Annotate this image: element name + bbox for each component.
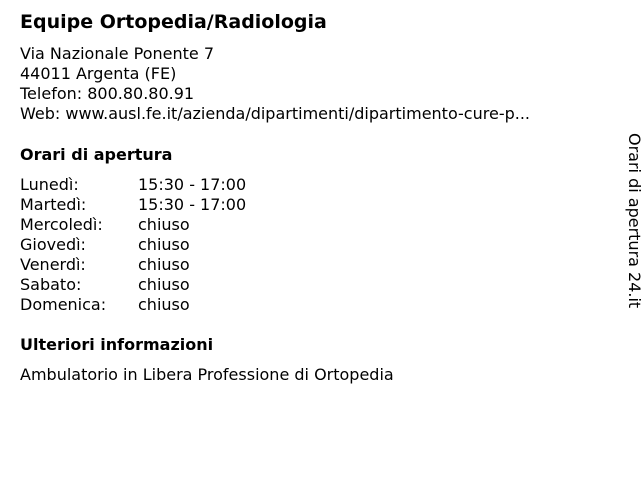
further-info-text: Ambulatorio in Libera Professione di Ortopedia <box>20 365 394 384</box>
hours-time: chiuso <box>138 295 190 314</box>
phone-number[interactable]: Telefon: 800.80.80.91 <box>20 84 195 103</box>
hours-row-thursday <box>20 235 246 255</box>
hours-row-sunday <box>20 295 246 315</box>
opening-hours-heading: Orari di apertura <box>20 145 173 164</box>
hours-time: chiuso <box>138 235 190 254</box>
website-link[interactable]: Web: www.ausl.fe.it/azienda/dipartimenti/dipartimento-cure-p... <box>20 104 530 123</box>
hours-row-tuesday <box>20 195 246 215</box>
hours-row-monday <box>20 175 246 195</box>
address-block <box>20 44 600 124</box>
hours-time: 15:30 - 17:00 <box>138 175 247 194</box>
hours-day: Sabato: <box>20 275 82 294</box>
hours-day: Mercoledì: <box>20 215 103 234</box>
hours-row-saturday <box>20 275 246 295</box>
hours-day: Venerdì: <box>20 255 86 274</box>
hours-time: 15:30 - 17:00 <box>138 195 247 214</box>
hours-row-friday <box>20 255 246 275</box>
page-title: Equipe Ortopedia/Radiologia <box>20 11 327 33</box>
hours-day: Martedì: <box>20 195 87 214</box>
hours-day: Giovedì: <box>20 235 86 254</box>
hours-row-wednesday <box>20 215 246 235</box>
hours-day: Lunedì: <box>20 175 79 194</box>
hours-day: Domenica: <box>20 295 107 314</box>
further-info-heading: Ulteriori informazioni <box>20 335 214 354</box>
opening-hours-table <box>20 175 246 315</box>
city-address: 44011 Argenta (FE) <box>20 64 177 83</box>
street-address: Via Nazionale Ponente 7 <box>20 44 215 63</box>
hours-time: chiuso <box>138 215 190 234</box>
hours-time: chiuso <box>138 255 190 274</box>
brand-watermark: Orari di apertura 24.it <box>625 133 644 309</box>
hours-time: chiuso <box>138 275 190 294</box>
